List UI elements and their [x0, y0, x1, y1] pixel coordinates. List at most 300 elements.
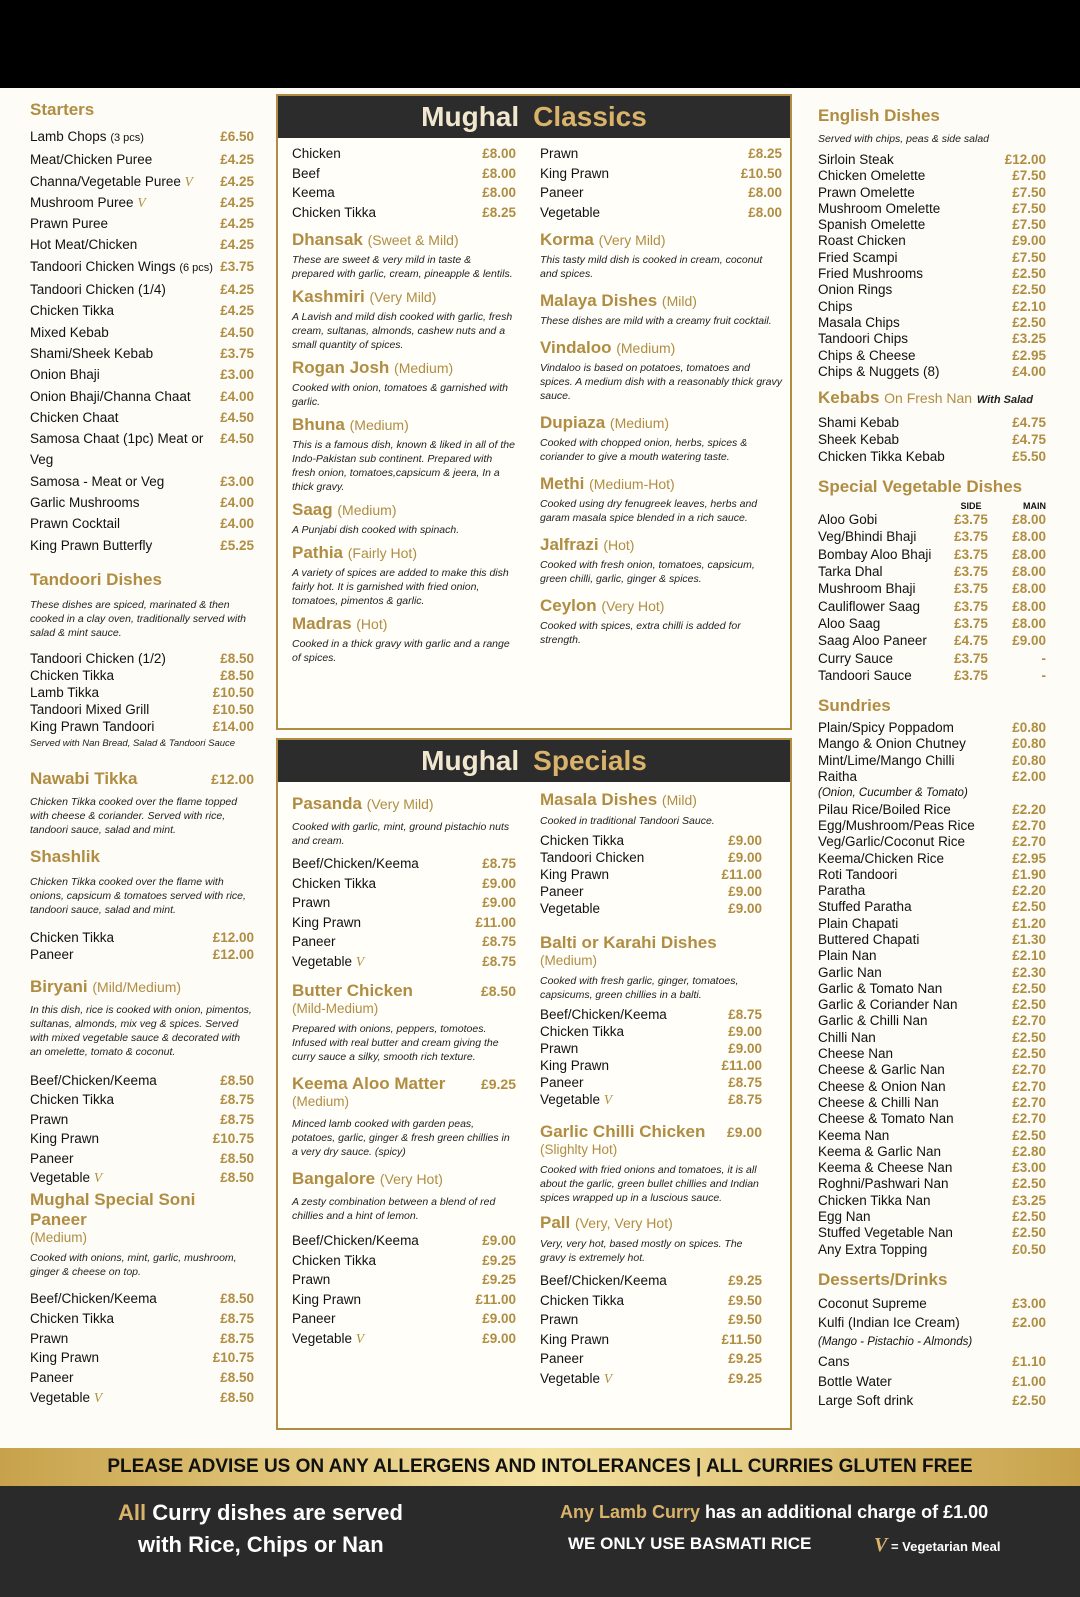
menu-item [818, 851, 1046, 867]
item-name-text: Onion Bhaji [30, 367, 100, 383]
menu-item [818, 546, 1046, 563]
menu-item [292, 1309, 516, 1329]
menu-item [30, 213, 254, 234]
item-price: £1.00 [1012, 1373, 1046, 1389]
menu-item [818, 1242, 1046, 1258]
section-title-sub: (Very Hot) [379, 1171, 443, 1187]
section-title-sub: (Medium) [349, 417, 409, 433]
item-price: £2.80 [1012, 1143, 1046, 1159]
menu-item [818, 834, 1046, 850]
top-black-bar [0, 0, 1080, 88]
item-price: £10.75 [212, 1131, 254, 1147]
item-price: £0.80 [1012, 736, 1046, 752]
menu-item [818, 331, 1046, 347]
item-price: £8.50 [220, 1170, 254, 1186]
item-price-side: £3.75 [954, 581, 988, 597]
menu-item [818, 932, 1046, 948]
menu-item [30, 1329, 254, 1349]
item-name-text: King Prawn Tandoori [30, 718, 155, 734]
menu-item [818, 650, 1046, 667]
menu-item [818, 364, 1046, 380]
section-title-text: Mughal Special Soni Paneer [30, 1189, 196, 1229]
item-name [292, 932, 336, 952]
item-name: Tandoori Sauce [818, 667, 912, 683]
item-name [818, 867, 897, 883]
item-note: (3 pcs) [110, 132, 144, 144]
item-name [540, 203, 600, 223]
item-name: Curry Sauce [818, 650, 894, 666]
item-name [540, 1271, 667, 1291]
menu-item [292, 1329, 516, 1349]
item-price: £8.50 [220, 1150, 254, 1166]
item-price: £2.70 [1012, 1111, 1046, 1127]
item-price: £12.00 [212, 946, 254, 962]
menu-item [818, 348, 1046, 364]
item-name [30, 946, 74, 963]
item-price: £14.00 [212, 718, 254, 734]
section-title-text: Ceylon [540, 596, 597, 615]
item-name-text: Samosa Chaat (1pc) Meat or Veg [30, 431, 204, 468]
item-price: £9.00 [482, 1233, 516, 1248]
item-name [30, 1309, 114, 1329]
item-price: £5.50 [1012, 449, 1046, 465]
item-price: £9.00 [728, 884, 762, 899]
section-title [30, 977, 254, 997]
menu-item [818, 250, 1046, 266]
section-title [292, 614, 516, 634]
item-name-text: (Onion, Cucumber & Tomato) [818, 787, 968, 800]
item-name [818, 1313, 960, 1333]
item-price: £2.50 [1012, 266, 1046, 282]
kebab-list [818, 414, 1046, 465]
section-price: £12.00 [211, 770, 254, 787]
item-name-text: Roghni/Pashwari Nan [818, 1176, 949, 1192]
menu-item [818, 266, 1046, 282]
section-title-sub: (Hot) [603, 537, 635, 553]
item-name [818, 431, 899, 448]
vegetarian-icon: V [93, 1389, 103, 1405]
section-title-sub: (Fairly Hot) [347, 545, 417, 561]
item-name-text: Prawn Cocktail [30, 516, 121, 532]
section-title-text: Korma [540, 230, 594, 249]
menu-item [30, 1110, 254, 1130]
menu-item [30, 1289, 254, 1309]
item-name [818, 414, 899, 431]
menu-item [292, 203, 516, 223]
item-price: £8.75 [728, 1007, 762, 1022]
item-name-text: King Prawn [292, 1291, 362, 1307]
item-price: £9.25 [482, 1272, 516, 1287]
item-name [818, 364, 940, 380]
item-price-side: £3.75 [954, 546, 988, 562]
section-title [30, 570, 254, 590]
menu-item [818, 431, 1046, 448]
item-name [540, 849, 644, 866]
item-name-text: Cheese & Onion Nan [818, 1078, 946, 1094]
menu-item [818, 867, 1046, 883]
item-name-text: Bottle Water [818, 1373, 892, 1389]
menu-item [818, 1013, 1046, 1029]
item-name [292, 1251, 376, 1271]
item-name [30, 364, 100, 385]
item-name [818, 997, 958, 1013]
item-name-text: Kulfi (Indian Ice Cream) [818, 1315, 960, 1331]
item-price-main: £9.00 [1012, 633, 1046, 649]
item-name [818, 168, 925, 184]
item-price: £8.25 [482, 204, 516, 220]
section-title-text: Malaya Dishes [540, 291, 658, 310]
item-price: £2.50 [1012, 1209, 1046, 1225]
item-name-text: Plain Chapati [818, 915, 899, 931]
item-price: £2.95 [1012, 850, 1046, 866]
item-name [818, 201, 940, 217]
menu-item [818, 1128, 1046, 1144]
section-title-sub: (Medium) [609, 415, 670, 431]
footer-lamb-charge: Any Lamb Curry has an additional charge of £1.00 [560, 1502, 989, 1522]
section-title [540, 474, 782, 494]
section-title-text: Shashlik [30, 846, 100, 866]
section-description: Chicken Tikka cooked over the flame with onions, capsicum & tomatoes served with rice, tandoori sauce, salad and mint. [30, 875, 246, 916]
section-title-text: Balti or Karahi Dishes [540, 933, 717, 952]
item-name-text: Garlic & Tomato Nan [818, 980, 943, 996]
item-price: £5.25 [220, 537, 254, 553]
section-title-text: Dhansak [292, 230, 363, 249]
item-name [292, 854, 419, 874]
item-name [818, 965, 882, 981]
item-name-text: Vegetable [30, 1389, 91, 1405]
item-name-text: Vegetable [540, 901, 601, 916]
item-price: £4.25 [220, 152, 254, 168]
section-title-text: Special Vegetable Dishes [818, 477, 1023, 497]
menu-item [30, 322, 254, 343]
item-price: £9.25 [482, 1252, 516, 1268]
section-title [818, 1270, 1046, 1290]
section-title [292, 500, 516, 520]
item-name-text: Vegetable [292, 953, 353, 969]
section-title-sub: (Slighlty Hot) [540, 1142, 618, 1157]
item-name-text: Beef/Chicken/Keema [292, 856, 419, 871]
menu-item [30, 471, 254, 492]
item-name [818, 851, 944, 867]
section-description: Cooked with fresh onion, tomatoes, capsicum, green chilli, garlic, ginger & spices. [540, 559, 755, 585]
menu-item [818, 753, 1046, 769]
soni-list [30, 1289, 254, 1408]
item-name-text: Stuffed Vegetable Nan [818, 1225, 953, 1241]
item-name [540, 1057, 609, 1074]
item-price: £8.75 [220, 1310, 254, 1326]
item-name-text: Chilli Nan [818, 1029, 876, 1045]
item-name-text: Channa/Vegetable Puree [30, 173, 181, 189]
menu-item [30, 1168, 254, 1188]
item-name-text: Coconut Supreme [818, 1295, 927, 1311]
menu-item [540, 203, 782, 223]
item-name-text: Tandoori Chicken (1/4) [30, 282, 166, 298]
menu-item [818, 883, 1046, 899]
section-title-sub: (Medium) [337, 502, 397, 518]
item-name [30, 171, 193, 192]
menu-item [292, 144, 516, 164]
item-name-text: Egg/Mushroom/Peas Rice [818, 817, 975, 833]
item-price: £10.50 [212, 701, 254, 717]
menu-item [540, 883, 762, 900]
item-price: £1.90 [1012, 866, 1046, 882]
item-name-text: Lamb Chops [30, 129, 107, 144]
item-price: £2.50 [1012, 980, 1046, 996]
item-price: £9.25 [728, 1273, 762, 1288]
item-name-text: Paneer [540, 185, 584, 200]
item-name [30, 279, 166, 300]
item-name-text: Plain Nan [818, 948, 877, 964]
section-title [540, 291, 782, 311]
item-price: £9.00 [728, 901, 762, 916]
item-name-text: Keema Nan [818, 1127, 890, 1143]
item-price: £10.50 [212, 684, 254, 700]
item-name [292, 1329, 364, 1349]
item-name [540, 1023, 624, 1040]
item-name [540, 1074, 584, 1091]
item-name-text: Any Extra Topping [818, 1241, 928, 1257]
menu-item [30, 1071, 254, 1091]
menu-item [818, 168, 1046, 184]
item-name [818, 785, 968, 801]
balti-list [540, 1006, 762, 1108]
menu-item [818, 785, 1046, 801]
vegetarian-icon: V [93, 1170, 103, 1186]
menu-item [30, 192, 254, 213]
vegetarian-icon: V [184, 173, 193, 189]
item-name [818, 834, 965, 850]
item-name-text: Buttered Chapati [818, 931, 920, 947]
menu-item [818, 282, 1046, 298]
item-name-text: Chicken Omelette [818, 168, 926, 184]
item-name [292, 1270, 330, 1290]
item-name [30, 407, 119, 428]
item-price: £2.50 [1012, 1393, 1046, 1409]
sundries-list [818, 720, 1046, 1258]
item-name [818, 331, 908, 347]
biryani-list [30, 1071, 254, 1188]
item-name-text: Masala Chips [818, 314, 900, 330]
item-name-text: Cheese Nan [818, 1046, 894, 1062]
menu-item [540, 900, 762, 917]
item-price: £2.50 [1012, 282, 1046, 298]
item-name [818, 1391, 913, 1411]
item-price-side: £3.75 [954, 667, 988, 683]
item-name [30, 650, 166, 667]
menu-item [818, 598, 1046, 615]
pall-list [540, 1271, 762, 1388]
item-name [30, 386, 191, 407]
menu-item [818, 802, 1046, 818]
item-name-text: King Prawn [540, 867, 610, 882]
item-name-text: Prawn [540, 1312, 579, 1327]
section-price: £9.25 [480, 1076, 516, 1092]
section-title-sub: (Very Hot) [601, 598, 665, 614]
item-name [30, 513, 120, 534]
menu-item [540, 1091, 762, 1108]
item-name-text: Chips & Nuggets (8) [818, 363, 940, 379]
item-price: £0.50 [1012, 1241, 1046, 1257]
item-name-text: Paneer [30, 1370, 74, 1386]
menu-item [818, 299, 1046, 315]
item-name [818, 720, 954, 736]
item-price: £4.75 [1012, 415, 1046, 431]
item-price: £8.75 [220, 1111, 254, 1127]
section-heading-row [292, 1074, 516, 1094]
item-name-text: Paneer [540, 1351, 584, 1366]
item-name-text: Tandoori Chicken [540, 850, 645, 865]
section-description: This tasty mild dish is cooked in cream, coconut and spices. [540, 254, 763, 280]
item-name-text: Chicken Tikka Kebab [818, 449, 945, 465]
item-price: £4.50 [220, 409, 254, 425]
section-title [818, 477, 1046, 497]
section-title-sub: (Very Mild) [598, 232, 666, 248]
section-title-sub: (Medium) [292, 1094, 350, 1109]
footer-line-1: All Curry dishes are served [118, 1500, 403, 1525]
item-name [30, 1090, 114, 1110]
section-description: Cooked with garlic, mint, ground pistachio nuts and cream. [292, 821, 510, 847]
menu-item [30, 300, 254, 321]
section-price: £9.00 [726, 1124, 762, 1140]
section-title [540, 933, 762, 953]
menu-item [818, 1176, 1046, 1192]
bangalore-list [292, 1231, 516, 1348]
item-name-text: Chicken Chaat [30, 409, 119, 425]
item-price: £8.00 [748, 185, 782, 200]
item-price-side: £4.75 [954, 633, 988, 649]
item-name-text: Shami Kebab [818, 415, 900, 431]
item-name [30, 300, 114, 321]
menu-item [30, 126, 254, 149]
menu-item [818, 563, 1046, 580]
item-name-text: Garlic Nan [818, 964, 882, 980]
menu-item [818, 1079, 1046, 1095]
item-name-text: Keema & Garlic Nan [818, 1143, 942, 1159]
section-title [30, 1190, 254, 1230]
item-price-side: £3.75 [954, 615, 988, 631]
item-price-main: £8.00 [1012, 546, 1046, 562]
menu-item [540, 866, 762, 883]
section-title-text: Starters [30, 100, 95, 119]
item-name [818, 1176, 949, 1192]
item-price: £8.75 [482, 934, 516, 949]
section-title [30, 847, 254, 867]
item-price: £4.00 [220, 516, 254, 532]
item-name [30, 1368, 74, 1388]
item-price: £12.00 [212, 929, 254, 945]
menu-item [30, 386, 254, 407]
item-price-side: £3.75 [954, 512, 988, 528]
menu-item [30, 1149, 254, 1169]
item-price-side: £3.75 [954, 650, 988, 666]
menu-item [540, 1040, 762, 1057]
menu-item [818, 632, 1046, 649]
item-name [292, 893, 330, 913]
section-description: These dishes are mild with a creamy fruit cocktail. [540, 315, 772, 327]
item-name [30, 1329, 68, 1349]
item-name-text: Cheese & Garlic Nan [818, 1062, 945, 1078]
section-title-text: Nawabi Tikka [30, 768, 138, 788]
item-name-text: Prawn [540, 146, 579, 161]
item-name-text: Hot Meat/Chicken [30, 237, 138, 253]
item-name-text: Pilau Rice/Boiled Rice [818, 801, 951, 817]
item-price: £7.50 [1012, 184, 1046, 200]
section-title [540, 413, 782, 433]
section-title-text: Rogan Josh [292, 358, 390, 377]
section-heading-row [30, 769, 254, 789]
menu-item [30, 718, 254, 735]
item-name-text: Keema [292, 185, 335, 200]
menu-item [818, 1391, 1046, 1411]
item-price: £8.75 [728, 1092, 762, 1107]
menu-item [818, 997, 1046, 1013]
item-name-text: Vegetable [540, 204, 601, 220]
menu-item [30, 701, 254, 718]
item-name: Bombay Aloo Bhaji [818, 546, 932, 562]
item-name-text: Chicken Tikka [540, 1024, 625, 1039]
item-price: £3.75 [220, 345, 254, 361]
item-name-text: Prawn [30, 1330, 69, 1346]
menu-item [540, 1057, 762, 1074]
shashlik-list [30, 929, 254, 963]
item-name [540, 1369, 612, 1389]
menu-item [818, 1333, 1046, 1353]
item-name-text: Paratha [818, 883, 866, 899]
item-name [818, 1144, 941, 1160]
item-name [30, 1129, 99, 1149]
item-price: £7.50 [1012, 200, 1046, 216]
item-name: Mushroom Bhaji [818, 581, 916, 597]
item-name-text: Vegetable [292, 1330, 353, 1346]
item-name-text: Mushroom Omelette [818, 200, 941, 216]
vegetarian-icon: V [603, 1092, 613, 1107]
item-name [818, 348, 916, 364]
item-name [818, 981, 942, 997]
item-price: £2.20 [1012, 883, 1046, 899]
item-name-text: Tandoori Mixed Grill [30, 701, 150, 717]
section-title-sub: (Medium) [540, 953, 598, 968]
item-name [30, 126, 144, 149]
item-price: £2.70 [1012, 817, 1046, 833]
section-title-text: Vindaloo [540, 338, 612, 357]
item-name-text: Mango & Onion Chutney [818, 736, 966, 752]
item-name-text: Chicken Tikka [30, 1310, 115, 1326]
vegetarian-icon: V [355, 1330, 365, 1346]
section-description: A zesty combination between a blend of red chillies and a hint of lemon. [292, 1196, 496, 1222]
item-price: £1.10 [1012, 1354, 1046, 1370]
item-price: £9.25 [728, 1351, 762, 1366]
classics-heading: Mughal Classics [278, 96, 790, 138]
item-name-text: Prawn [540, 1041, 579, 1056]
item-name-text: Chicken [292, 146, 341, 161]
vegetarian-icon: V [137, 194, 146, 210]
item-name [30, 492, 140, 513]
classics-prices-left [292, 144, 516, 222]
item-name [818, 299, 853, 315]
item-name-text: Beef/Chicken/Keema [540, 1007, 667, 1022]
item-price: £8.00 [482, 146, 516, 161]
item-name-text: Meat/Chicken Puree [30, 152, 153, 168]
menu-item [818, 1144, 1046, 1160]
item-price: £10.50 [740, 165, 782, 181]
item-name [818, 899, 912, 915]
menu-item [818, 217, 1046, 233]
item-price: £7.50 [1012, 217, 1046, 233]
classics-right [540, 144, 782, 652]
menu-item [818, 1111, 1046, 1127]
item-name-text: King Prawn [292, 914, 362, 930]
item-name [540, 832, 624, 849]
